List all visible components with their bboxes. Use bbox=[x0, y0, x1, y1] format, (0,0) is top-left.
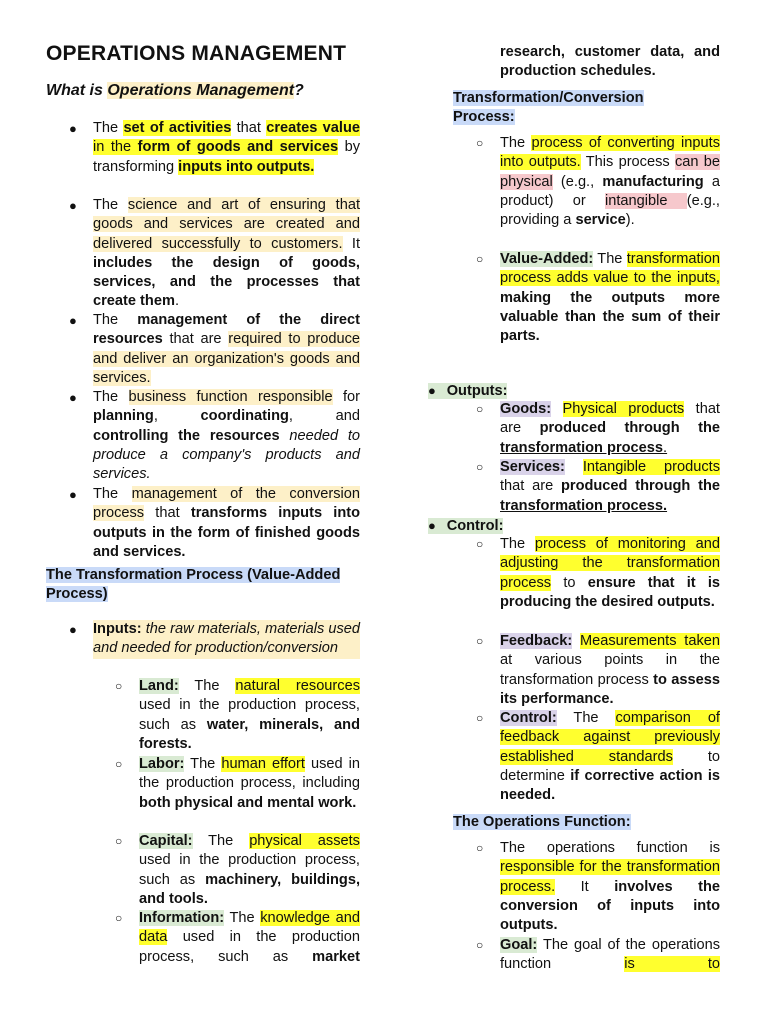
text: that are bbox=[162, 331, 229, 348]
bold-text: produced through the bbox=[560, 478, 720, 495]
transformation-process-heading bbox=[46, 566, 360, 605]
question-suffix: ? bbox=[294, 82, 304, 99]
output-services bbox=[476, 458, 720, 516]
bullet-icon: ● bbox=[69, 622, 77, 637]
highlight: Physical products bbox=[562, 401, 685, 417]
highlight: science and art of ensuring that goods and services are created and delivered successfully to customers. bbox=[93, 197, 360, 252]
control-highlight bbox=[428, 518, 503, 534]
bold-text: involves the conversion of inputs into outputs. bbox=[500, 878, 720, 934]
italic-text: needed to produce a company's products and services. bbox=[93, 427, 360, 483]
input-capital bbox=[115, 832, 360, 909]
bullet-icon: ● bbox=[428, 518, 447, 533]
conversion-heading bbox=[453, 89, 693, 128]
inputs-item bbox=[69, 620, 360, 659]
circle-bullet-icon: ○ bbox=[115, 911, 123, 925]
bullet-icon: ● bbox=[69, 121, 77, 136]
circle-bullet-icon: ○ bbox=[476, 460, 484, 474]
highlight: process of converting inputs into outputs. bbox=[500, 135, 721, 171]
highlight: management of the conversion process bbox=[93, 486, 360, 522]
text: The bbox=[500, 135, 532, 151]
highlight: creates value bbox=[266, 120, 360, 136]
text bbox=[551, 401, 562, 417]
label: Goal: bbox=[500, 937, 538, 953]
definition-item-5 bbox=[69, 485, 361, 562]
highlight: can be physical bbox=[500, 154, 720, 190]
text: The bbox=[93, 312, 138, 328]
label: Land: bbox=[139, 678, 179, 694]
text: The bbox=[224, 910, 261, 926]
underlined-text: transformation process. bbox=[500, 497, 668, 514]
text: that are bbox=[500, 478, 561, 495]
circle-bullet-icon: ○ bbox=[476, 136, 484, 150]
highlight: responsible for the transformation process. bbox=[500, 859, 720, 895]
outputs-highlight bbox=[428, 383, 507, 399]
circle-bullet-icon: ○ bbox=[115, 757, 123, 771]
control-label: Control: bbox=[446, 518, 504, 534]
text: The bbox=[178, 678, 236, 694]
operations-function-heading bbox=[453, 813, 693, 832]
circle-bullet-icon: ○ bbox=[476, 252, 484, 266]
text: a product) or bbox=[500, 173, 720, 209]
circle-bullet-icon: ○ bbox=[476, 537, 484, 551]
text: The bbox=[93, 120, 124, 136]
input-information-continued bbox=[500, 43, 720, 82]
section-heading-text: The Operations Function: bbox=[453, 814, 631, 830]
text: The bbox=[184, 756, 222, 772]
text: The bbox=[93, 197, 128, 213]
input-information bbox=[115, 909, 360, 967]
bullet-icon: ● bbox=[69, 198, 77, 213]
output-goods bbox=[476, 400, 720, 458]
text: used in the production process, such as bbox=[139, 697, 360, 733]
inputs-label: Inputs: bbox=[93, 621, 142, 637]
bold-text: if corrective action is needed. bbox=[500, 767, 720, 804]
highlight: transformation process adds value to the inputs, bbox=[500, 251, 720, 287]
text: It bbox=[555, 878, 615, 895]
bullet-icon: ● bbox=[69, 487, 77, 502]
text: (e.g., providing a bbox=[500, 192, 720, 229]
bold-text: water, minerals, and forests. bbox=[139, 716, 360, 752]
text: The goal of the operations function bbox=[500, 937, 720, 973]
definition-item-2 bbox=[69, 196, 361, 312]
bold-text: market bbox=[312, 948, 360, 965]
highlight: comparison of feedback against previously established standards bbox=[500, 710, 720, 765]
highlight: in the bbox=[93, 139, 138, 156]
highlight: required to produce and deliver an organization's goods and services. bbox=[93, 331, 360, 386]
text: at various points in the transformation process bbox=[500, 652, 720, 688]
operations-function-item-1 bbox=[476, 839, 720, 935]
bold-text: service bbox=[575, 212, 626, 229]
text: ). bbox=[625, 212, 635, 229]
label: Labor: bbox=[139, 756, 185, 772]
control-item-1 bbox=[476, 535, 721, 612]
label: Feedback: bbox=[500, 633, 573, 649]
bold-text: controlling the resources bbox=[93, 427, 280, 444]
definition-item-4 bbox=[69, 388, 360, 484]
text: The bbox=[93, 389, 129, 405]
text: (e.g., bbox=[552, 173, 603, 190]
label: Services: bbox=[500, 459, 565, 475]
bold-text: ensure that it is producing the desired outputs. bbox=[500, 574, 721, 610]
text: The operations function is bbox=[500, 840, 720, 856]
section-heading-text: The Transformation Process (Value-Added Process) bbox=[46, 567, 341, 603]
highlight: intangible bbox=[605, 192, 687, 209]
highlight: human effort bbox=[221, 756, 305, 772]
highlight: business function responsible bbox=[128, 389, 333, 405]
question-prefix: What is bbox=[46, 82, 108, 99]
text: that bbox=[144, 505, 191, 522]
section-heading-text: Transformation/Conversion Process: bbox=[453, 90, 644, 126]
text: It bbox=[342, 235, 361, 252]
text: The bbox=[556, 710, 616, 726]
highlight: set of activities bbox=[123, 120, 232, 136]
text: to determine bbox=[500, 748, 720, 784]
outputs-item bbox=[428, 381, 507, 401]
text: The bbox=[500, 536, 535, 552]
bullet-icon: ● bbox=[428, 383, 447, 398]
circle-bullet-icon: ○ bbox=[476, 711, 484, 725]
bold-text: research, customer data, and production schedules. bbox=[500, 44, 720, 80]
page-title: OPERATIONS MANAGEMENT bbox=[46, 42, 347, 65]
control-item bbox=[428, 516, 503, 536]
label: Control: bbox=[500, 710, 557, 726]
highlight: process of monitoring and adjusting the transformation process bbox=[500, 536, 720, 591]
circle-bullet-icon: ○ bbox=[115, 834, 123, 848]
input-land bbox=[115, 677, 360, 754]
input-labor bbox=[115, 755, 361, 813]
question-heading bbox=[46, 82, 304, 100]
text: The bbox=[593, 251, 627, 267]
label: Goods: bbox=[500, 401, 552, 417]
bold-text: transforms inputs into outputs in the form of finished goods and services. bbox=[93, 505, 361, 560]
control-feedback bbox=[476, 632, 720, 709]
circle-bullet-icon: ○ bbox=[476, 841, 484, 855]
conversion-item-1 bbox=[476, 134, 721, 230]
text: by transforming bbox=[93, 139, 361, 175]
bold-text: both physical and mental work. bbox=[139, 794, 357, 811]
bullet-icon: ● bbox=[69, 390, 77, 405]
text: used in the production process, such as bbox=[139, 929, 360, 965]
underlined-text: transformation process bbox=[500, 439, 664, 456]
bold-text: manufacturing bbox=[602, 173, 704, 190]
highlight: Intangible products bbox=[582, 459, 720, 475]
bold-text: making the outputs more valuable than the sum of their parts. bbox=[500, 289, 720, 345]
bullet-icon: ● bbox=[69, 313, 77, 328]
question-highlight: Operations Management bbox=[107, 82, 295, 99]
text bbox=[565, 459, 583, 475]
outputs-label: Outputs: bbox=[446, 383, 508, 399]
highlight: knowledge and data bbox=[139, 910, 360, 946]
label: Value-Added: bbox=[500, 251, 594, 267]
text: This process bbox=[580, 154, 675, 171]
bold-text: management of the direct resources bbox=[93, 312, 361, 348]
highlight: Measurements taken bbox=[579, 633, 720, 649]
text: The bbox=[192, 833, 250, 849]
highlight: is to bbox=[624, 956, 720, 973]
text: , bbox=[153, 408, 201, 425]
bold-text: to assess its performance. bbox=[500, 671, 720, 707]
bold-text: includes the design of goods, services, and the processes that create them bbox=[93, 254, 360, 310]
circle-bullet-icon: ○ bbox=[115, 679, 123, 693]
text: , and bbox=[288, 408, 360, 425]
highlight: physical assets bbox=[249, 833, 360, 849]
circle-bullet-icon: ○ bbox=[476, 634, 484, 648]
definition-item-3 bbox=[69, 311, 361, 388]
inputs-description: the raw materials, materials used and needed for production/conversion bbox=[93, 621, 360, 657]
label: Capital: bbox=[139, 833, 193, 849]
circle-bullet-icon: ○ bbox=[476, 402, 484, 416]
text: that bbox=[231, 120, 267, 136]
label: Information: bbox=[139, 910, 225, 926]
text: that are bbox=[500, 401, 720, 437]
highlight: form of goods and services bbox=[137, 139, 339, 156]
highlight: natural resources bbox=[235, 678, 360, 694]
text: . bbox=[663, 439, 668, 456]
conversion-item-value-added bbox=[476, 250, 720, 346]
bold-text: coordinating bbox=[200, 408, 289, 425]
text: used in the production process, including bbox=[139, 756, 361, 792]
bold-text: machinery, buildings, and tools. bbox=[139, 871, 360, 907]
text: used in the production process, such as bbox=[139, 852, 360, 888]
control-control bbox=[476, 709, 720, 805]
text: The bbox=[93, 486, 132, 502]
text: . bbox=[174, 293, 179, 310]
definition-item-1 bbox=[69, 119, 361, 177]
highlight: inputs into outputs. bbox=[178, 158, 315, 175]
operations-function-goal bbox=[476, 936, 720, 975]
circle-bullet-icon: ○ bbox=[476, 938, 484, 952]
bold-text: planning bbox=[93, 408, 154, 425]
text bbox=[572, 633, 580, 649]
text: for bbox=[332, 389, 360, 405]
bold-text: produced through the bbox=[539, 420, 720, 437]
text: to bbox=[551, 574, 588, 591]
